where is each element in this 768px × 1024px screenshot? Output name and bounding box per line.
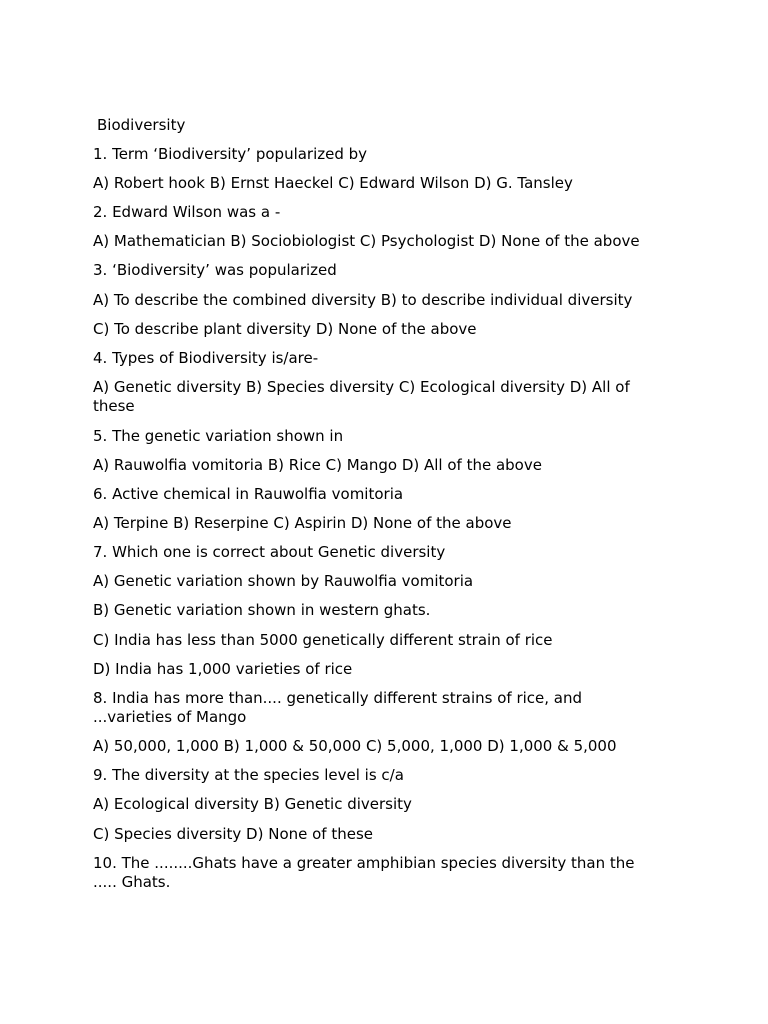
- question-2: 2. Edward Wilson was a -: [93, 203, 281, 222]
- question-3: 3. ‘Biodiversity’ was popularized: [93, 261, 337, 280]
- question-2-options: A) Mathematician B) Sociobiologist C) Psychologist D) None of the above: [93, 232, 640, 251]
- question-7-option-d: D) India has 1,000 varieties of rice: [93, 659, 353, 678]
- question-4-options: A) Genetic diversity B) Species diversity C) Ecological diversity D) All of these: [93, 377, 630, 416]
- question-7-option-c: C) India has less than 5000 genetically different strain of rice: [93, 630, 553, 649]
- question-9-options-a-b: A) Ecological diversity B) Genetic diversity: [93, 795, 412, 814]
- document-body: [93, 116, 663, 902]
- question-6: 6. Active chemical in Rauwolfia vomitoria: [93, 485, 404, 504]
- question-9: 9. The diversity at the species level is c/a: [93, 766, 404, 785]
- document-title: Biodiversity: [97, 116, 186, 134]
- question-1: 1. Term ‘Biodiversity’ popularized by: [93, 145, 368, 164]
- question-3-options-a-b: A) To describe the combined diversity B) to describe individual diversity: [93, 290, 633, 309]
- question-7: 7. Which one is correct about Genetic diversity: [93, 543, 446, 562]
- question-7-option-b: B) Genetic variation shown in western ghats.: [93, 601, 431, 620]
- question-10: 10. The ........Ghats have a greater amphibian species diversity than the ..... Ghats.: [93, 853, 635, 892]
- question-3-options-c-d: C) To describe plant diversity D) None of the above: [93, 319, 477, 338]
- question-4: 4. Types of Biodiversity is/are-: [93, 348, 319, 367]
- question-8-options: A) 50,000, 1,000 B) 1,000 & 50,000 C) 5,000, 1,000 D) 1,000 & 5,000: [93, 737, 617, 756]
- question-5: 5. The genetic variation shown in: [93, 426, 344, 445]
- question-1-options: A) Robert hook B) Ernst Haeckel C) Edward Wilson D) G. Tansley: [93, 174, 573, 193]
- question-5-options: A) Rauwolfia vomitoria B) Rice C) Mango D) All of the above: [93, 455, 542, 474]
- question-8: 8. India has more than.... genetically different strains of rice, and ...varieties of Mango: [93, 688, 583, 727]
- question-7-option-a: A) Genetic variation shown by Rauwolfia vomitoria: [93, 572, 474, 591]
- question-9-options-c-d: C) Species diversity D) None of these: [93, 824, 374, 843]
- question-6-options: A) Terpine B) Reserpine C) Aspirin D) None of the above: [93, 514, 512, 533]
